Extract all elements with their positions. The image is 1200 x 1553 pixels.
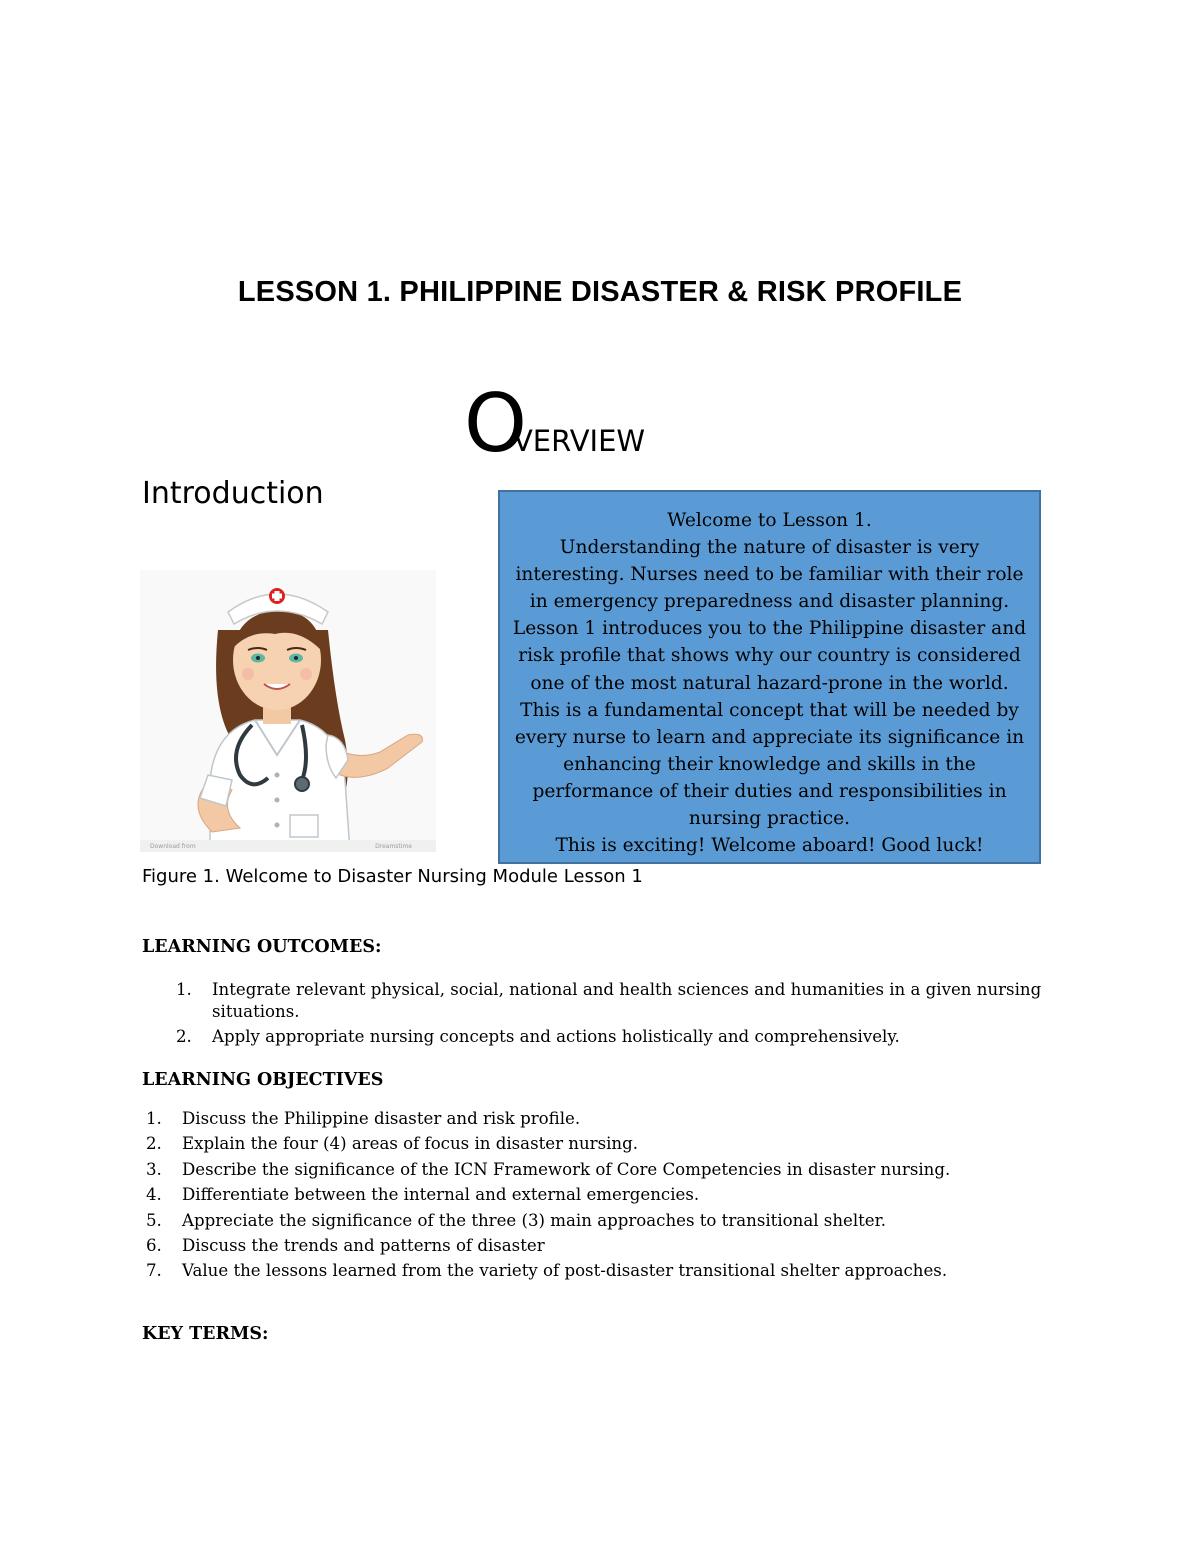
introduction-heading: Introduction — [142, 476, 324, 511]
learning-outcomes-heading: LEARNING OUTCOMES: — [142, 937, 382, 957]
welcome-line: enhancing their knowledge and skills in the — [563, 753, 976, 775]
figure-caption: Figure 1. Welcome to Disaster Nursing Module Lesson 1 — [142, 866, 643, 887]
welcome-line: every nurse to learn and appreciate its significance in — [514, 726, 1025, 748]
learning-outcomes-list — [142, 979, 1062, 1051]
welcome-line: Lesson 1 introduces you to the Philippine disaster and — [512, 618, 1027, 640]
welcome-line: interesting. Nurses need to be familiar with their role — [515, 564, 1024, 586]
welcome-line: one of the most natural hazard-prone in the world. — [530, 672, 1009, 694]
list-item: 6. Discuss the trends and patterns of disaster — [146, 1236, 545, 1256]
welcome-line: in emergency preparedness and disaster planning. — [529, 591, 1010, 613]
learning-objectives-list — [142, 1106, 1062, 1284]
welcome-textbox — [498, 490, 1041, 864]
list-item: 1. Discuss the Philippine disaster and risk profile. — [146, 1109, 581, 1128]
key-terms-heading: KEY TERMS: — [142, 1324, 269, 1344]
welcome-line: Understanding the nature of disaster is very — [559, 537, 980, 559]
list-item: 5. Appreciate the significance of the three (3) main approaches to transitional shelter. — [146, 1210, 887, 1230]
list-item: 3. Describe the significance of the ICN Framework of Core Competencies in disaster nursing. — [146, 1159, 951, 1179]
nurse-illustration — [140, 570, 436, 852]
welcome-line: This is a fundamental concept that will be needed by — [520, 699, 1019, 721]
overview-heading — [464, 377, 646, 470]
overview-drop-cap: O — [464, 377, 527, 470]
list-item: 1. Integrate relevant physical, social, national and health sciences and humanities in a given nursing situations. — [176, 980, 1042, 1021]
welcome-line: performance of their duties and responsibilities in — [532, 780, 1007, 802]
overview-rest: VERVIEW — [512, 424, 646, 458]
welcome-line: This is exciting! Welcome aboard! Good luck! — [555, 835, 984, 857]
welcome-line: risk profile that shows why our country is considered — [518, 645, 1021, 667]
list-item: 2. Apply appropriate nursing concepts and actions holistically and comprehensively. — [176, 1027, 900, 1046]
lesson-title: LESSON 1. PHILIPPINE DISASTER & RISK PROFILE — [237, 276, 963, 308]
nurse-icon — [140, 570, 436, 852]
welcome-line: Welcome to Lesson 1. — [667, 510, 872, 531]
welcome-line: nursing practice. — [688, 808, 851, 830]
learning-objectives-heading: LEARNING OBJECTIVES — [142, 1070, 384, 1090]
list-item: 7. Value the lessons learned from the variety of post-disaster transitional shelter approaches. — [146, 1261, 948, 1281]
strip-right-text: Dreamstime — [375, 843, 412, 850]
stock-image-strip — [140, 840, 436, 852]
strip-left-text: Download from — [150, 843, 196, 850]
list-item: 2. Explain the four (4) areas of focus in disaster nursing. — [146, 1134, 638, 1154]
list-item: 4. Differentiate between the internal and external emergencies. — [146, 1185, 700, 1205]
